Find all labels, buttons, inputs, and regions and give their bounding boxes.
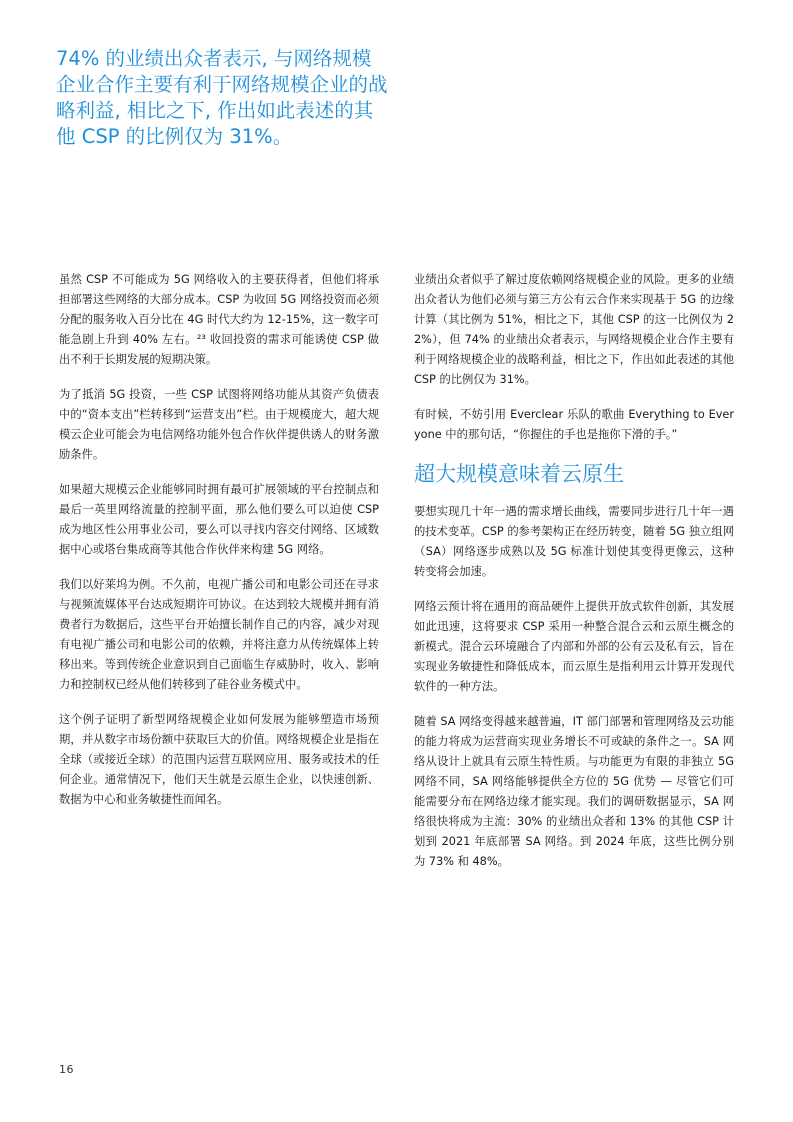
body-paragraph: 这个例子证明了新型网络规模企业如何发展为能够塑造市场预期，并从数字市场份额中获取巨大的价值。网络规模企业是指在全球（或接近全球）的范围内运营互联网应用、服务或技术的任何企业。通常情况下，他们天生就是云原生企业，以快速创新、数据为中心和业务敏捷性而闻名。 [59, 713, 379, 806]
body-paragraph: 为了抵消 5G 投资，一些 CSP 试图将网络功能从其资产负债表中的“资本支出”栏转移到“运营支出”栏。由于规模庞大，超大规模云企业可能会为电信网络功能外包合作伙伴提供诱人的财务激励条件。 [59, 388, 379, 461]
body-paragraph: 虽然 CSP 不可能成为 5G 网络收入的主要获得者，但他们将承担部署这些网络的大部分成本。CSP 为收回 5G 网络投资而必须分配的服务收入百分比在 4G 时代大约为 12-15%，这一数字可能急剧上升到 40% 左右。²³ 收回投资的需求可能诱使 CSP 做出不利于长期发展的短期决策。 [59, 273, 379, 366]
section-heading: 超大规模意味着云原生 [414, 462, 624, 486]
page-number: 16 [59, 1063, 74, 1076]
body-paragraph: 网络云预计将在通用的商品硬件上提供开放式软件创新，其发展如此迅速，这将要求 CSP 采用一种整合混合云和云原生概念的新模式。混合云环境融合了内部和外部的公有云及私有云，旨在实现业务敏捷性和降低成本，而云原生是指利用云计算开发现代软件的一种方法。 [414, 600, 734, 693]
left-column [59, 270, 379, 825]
body-paragraph: 有时候，不妨引用 Everclear 乐队的歌曲 Everything to Everyone 中的那句话，“你握住的手也是拖你下滑的手。” [414, 408, 734, 441]
body-paragraph: 业绩出众者似乎了解过度依赖网络规模企业的风险。更多的业绩出众者认为他们必须与第三方公有云合作来实现基于 5G 的边缘计算（其比例为 51%，相比之下，其他 CSP 的这一比例仅为 22%），但 74% 的业绩出众者表示，与网络规模企业合作主要有利于网络规模企业的战略利益，相比之下，作出如此表述的其他 CSP 的比例仅为 31%。 [414, 273, 734, 386]
body-paragraph: 如果超大规模云企业能够同时拥有最可扩展领域的平台控制点和最后一英里网络流量的控制平面，那么他们要么可以迫使 CSP 成为地区性公用事业公司，要么可以寻找内容交付网络、区域数据中心或塔台集成商等其他合作伙伴来构建 5G 网络。 [59, 483, 379, 556]
body-paragraph: 要想实现几十年一遇的需求增长曲线，需要同步进行几十年一遇的技术变革。CSP 的参考架构正在经历转变，随着 5G 独立组网（SA）网络逐步成熟以及 5G 标准计划使其变得更像云，这种转变将会加速。 [414, 505, 734, 578]
body-paragraph: 我们以好莱坞为例。不久前，电视广播公司和电影公司还在寻求与视频流媒体平台达成短期许可协议。在达到较大规模并拥有消费者行为数据后，这些平台开始擅长制作自己的内容，减少对现有电视广播公司和电影公司的依赖，并将注意力从传统媒体上转移出来。等到传统企业意识到自己面临生存威胁时，收入、影响力和控制权已经从他们转移到了硅谷业务模式中。 [59, 578, 379, 691]
right-column [414, 270, 734, 887]
body-paragraph: 随着 SA 网络变得越来越普遍，IT 部门部署和管理网络及云功能的能力将成为运营商实现业务增长不可或缺的条件之一。SA 网络从设计上就具有云原生特性质。与功能更为有限的非独立 5G 网络不同，SA 网络能够提供全方位的 5G 优势 — 尽管它们可能需要分布在网络边缘才能实现。我们的调研数据显示，SA 网络很快将成为主流：30% 的业绩出众者和 13% 的其他 CSP 计划到 2021 年底部署 SA 网络。到 2024 年底，这些比例分别为 73% 和 48%。 [414, 715, 734, 868]
pull-quote: 74% 的业绩出众者表示, 与网络规模企业合作主要有利于网络规模企业的战略利益, 相比之下, 作出如此表述的其他 CSP 的比例仅为 31%。 [56, 47, 388, 148]
